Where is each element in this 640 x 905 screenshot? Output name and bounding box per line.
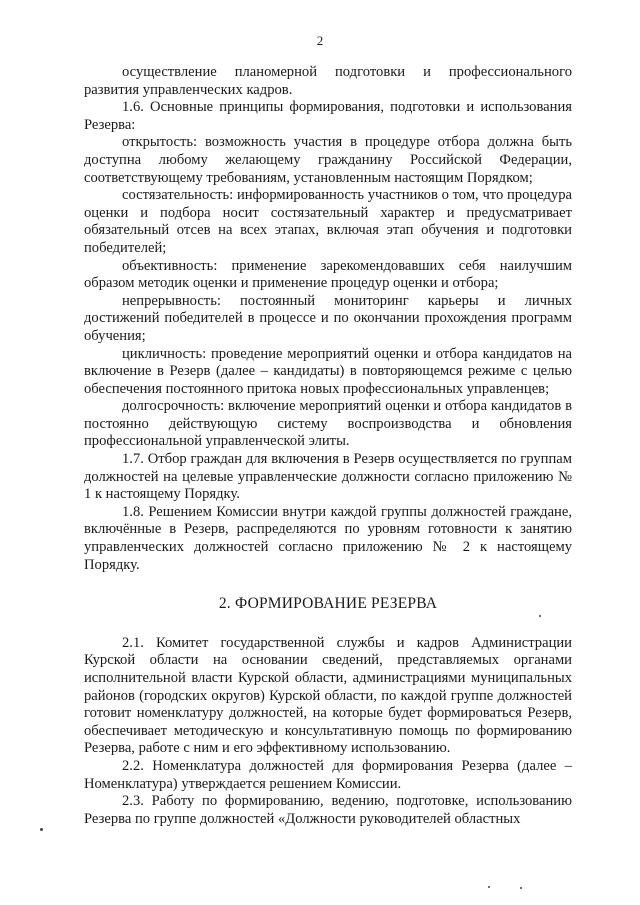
document-body	[84, 64, 572, 828]
paragraph: 1.6. Основные принципы формирования, подготовки и использования Резерва:	[84, 99, 572, 133]
scan-speck	[539, 615, 541, 617]
scan-speck	[40, 828, 43, 831]
paragraph: долгосрочность: включение мероприятий оценки и отбора кандидатов в постоянно действующую систему воспроизводства и обновления профессиональной управленческой элиты.	[84, 398, 572, 450]
paragraph: 2.3. Работу по формированию, ведению, подготовке, использованию Резерва по группе должностей «Должности руководителей областных	[84, 793, 572, 827]
paragraph: состязательность: информированность участников о том, что процедура оценки и подбора носит состязательный характер и предусматривает обязательный отсев на всех этапах, включая этап обучения и подготовки победителей;	[84, 187, 572, 256]
section-heading: 2. ФОРМИРОВАНИЕ РЕЗЕРВА	[218, 595, 438, 613]
paragraph: 1.8. Решением Комиссии внутри каждой группы должностей граждане, включённые в Резерв, распределяются по уровням готовности к занятию управленческих должностей согласно приложению № 2 к настоящему Порядку.	[84, 503, 572, 573]
scan-speck	[488, 886, 490, 888]
paragraph: открытость: возможность участия в процедуре отбора должна быть доступна любому желающему гражданину Российской Федерации, соответствующему требованиям, установленным настоящим Порядком;	[84, 134, 572, 186]
paragraph: объективность: применение зарекомендовавших себя наилучшим образом методик оценки и применение процедур оценки и отбора;	[84, 257, 572, 292]
paragraph: осуществление планомерной подготовки и профессионального развития управленческих кадров.	[84, 64, 572, 98]
paragraph: цикличность: проведение мероприятий оценки и отбора кандидатов на включение в Резерв (далее – кандидаты) в повторяющемся режиме с целью обеспечения постоянного притока новых профессиональных управленцев;	[84, 345, 572, 397]
paragraph: 2.1. Комитет государственной службы и кадров Администрации Курской области на основании сведений, представляемых органами исполнительной власти Курской области, администрациями муниципальных районов (городских округов) Курской области, по каждой группе должностей готовит номенклатуру должностей, на которые будет формироваться Резерв, обеспечивает методическую и консультативную помощь по формированию Резерва, работе с ним и его эффективному использованию.	[84, 634, 572, 757]
paragraph: 1.7. Отбор граждан для включения в Резерв осуществляется по группам должностей на целевые управленческие должности согласно приложению № 1 к настоящему Порядку.	[84, 451, 572, 503]
scan-speck	[520, 887, 522, 889]
page-number: 2	[316, 33, 324, 48]
paragraph: непрерывность: постоянный мониторинг карьеры и личных достижений победителей в процессе и по окончании прохождения программ обучения;	[84, 292, 572, 344]
paragraph: 2.2. Номенклатура должностей для формирования Резерва (далее – Номенклатура) утверждается решением Комиссии.	[84, 757, 572, 792]
